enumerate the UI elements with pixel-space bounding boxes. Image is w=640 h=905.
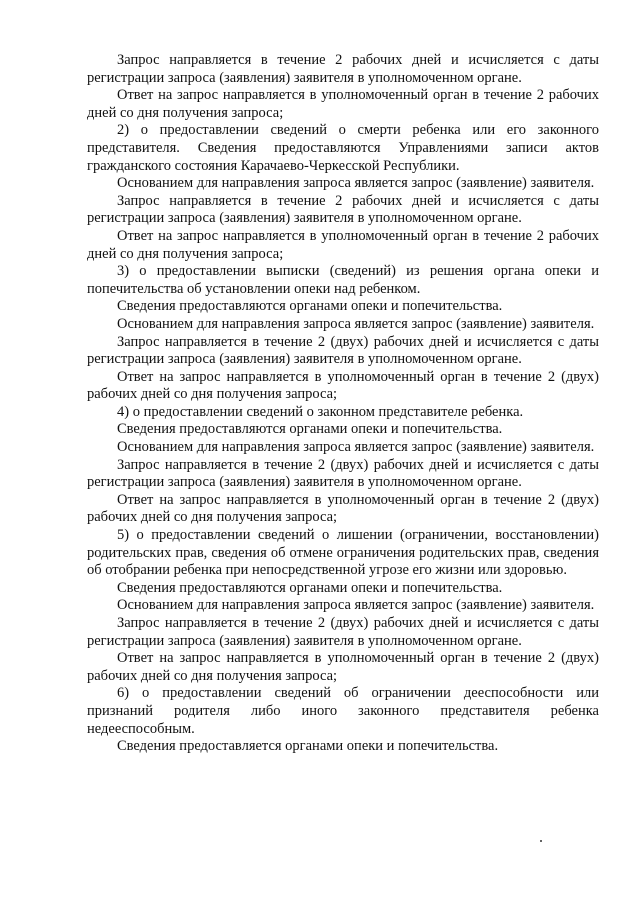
paragraph: Сведения предоставляются органами опеки и попечительства. — [117, 421, 503, 438]
paragraph: Сведения предоставляются органами опеки и попечительства. — [117, 579, 503, 596]
paragraph: Запрос направляется в течение 2 (двух) рабочих дней и исчисляется с даты регистрации запроса (заявления) заявителя в уполномоченном органе. — [87, 615, 599, 649]
paragraph: Запрос направляется в течение 2 рабочих дней и исчисляется с даты регистрации запроса (заявления) заявителя в уполномоченном органе. — [87, 192, 599, 227]
paragraph: Основанием для направления запроса является запрос (заявление) заявителя. — [117, 175, 595, 192]
paragraph: 2) о предоставлении сведений о смерти ребенка или его законного представителя. Сведения предоставляются Управлениями записи актов гражданского состояния Карачаево-Черкесской Республики. — [87, 122, 599, 174]
paragraph: Основанием для направления запроса является запрос (заявление) заявителя. — [117, 315, 595, 332]
paragraph: Ответ на запрос направляется в уполномоченный орган в течение 2 рабочих дней со дня получения запроса; — [87, 227, 599, 262]
paragraph: Ответ на запрос направляется в уполномоченный орган в течение 2 (двух) рабочих дней со дня получения запроса; — [87, 368, 599, 403]
paragraph: Ответ на запрос направляется в уполномоченный орган в течение 2 рабочих дней со дня получения запроса; — [87, 87, 599, 121]
paragraph: Запрос направляется в течение 2 (двух) рабочих дней и исчисляется с даты регистрации запроса (заявления) заявителя в уполномоченном органе. — [87, 333, 599, 368]
paragraph: Сведения предоставляются органами опеки и попечительства. — [117, 298, 503, 315]
scan-speck — [540, 840, 542, 842]
paragraph: 6) о предоставлении сведений об ограничении дееспособности или признаний родителя либо иного законного представителя ребенка недееспособным. — [87, 685, 599, 737]
paragraph: 5) о предоставлении сведений о лишении (ограничении, восстановлении) родительских прав, сведения об отмене ограничения родительских прав, сведения об отобрании ребенка при непосредственной угрозе его жизни или здоровью. — [87, 527, 599, 579]
paragraph: Ответ на запрос направляется в уполномоченный орган в течение 2 (двух) рабочих дней со дня получения запроса; — [87, 491, 599, 526]
paragraph: Основанием для направления запроса является запрос (заявление) заявителя. — [117, 439, 595, 456]
document-body — [87, 52, 599, 756]
paragraph: Ответ на запрос направляется в уполномоченный орган в течение 2 (двух) рабочих дней со дня получения запроса; — [87, 650, 599, 684]
paragraph: Запрос направляется в течение 2 рабочих дней и исчисляется с даты регистрации запроса (заявления) заявителя в уполномоченном органе. — [87, 52, 599, 86]
paragraph: 3) о предоставлении выписки (сведений) из решения органа опеки и попечительства об установлении опеки над ребенком. — [87, 263, 599, 297]
paragraph: Запрос направляется в течение 2 (двух) рабочих дней и исчисляется с даты регистрации запроса (заявления) заявителя в уполномоченном органе. — [87, 456, 599, 491]
paragraph: 4) о предоставлении сведений о законном представителе ребенка. — [117, 403, 524, 420]
paragraph: Сведения предоставляется органами опеки и попечительства. — [117, 738, 499, 755]
paragraph: Основанием для направления запроса является запрос (заявление) заявителя. — [117, 597, 595, 614]
